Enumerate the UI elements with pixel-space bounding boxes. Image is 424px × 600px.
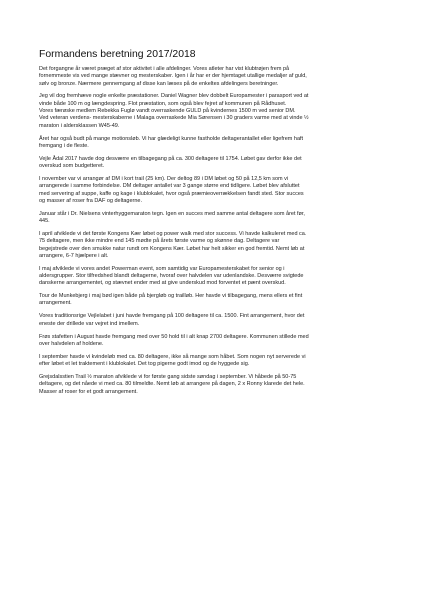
paragraph-line: danskerne arrangementet, og stævnet ender med at give underskud mod forventet et pænt overskud. <box>39 280 286 287</box>
page-title: Formandens beretning 2017/2018 <box>39 49 196 60</box>
paragraph-line: Det forgangne år været præget af stor aktivitet i alle afdelinger. Vores atleter har vist klubtrøjen frem på <box>39 66 290 72</box>
paragraph-line: Frøs stafetten i August havde fremgang med over 50 hold til i alt knap 2700 deltagere. Kommunen stillede med <box>39 333 309 340</box>
paragraph-line: Vejle Ådal 2017 havde dog desværre en tilbagegang på ca. 300 deltagere til 1754. Løbet gav derfor ikke det <box>39 155 302 162</box>
paragraph <box>39 66 380 88</box>
paragraph <box>39 211 380 226</box>
paragraph-line: overskud som budgetteret. <box>39 163 105 170</box>
paragraph <box>39 176 380 205</box>
paragraph-line: I april afviklede vi det første Kongens Kær løbet og power walk med stor success. Vi havde kalkuleret med ca. <box>39 230 307 237</box>
paragraph-line: fornemmeste vis ved mange stævner og mesterskaber. Igen i år har er der hjemtaget utallige medaljer af guld, <box>39 73 307 80</box>
paragraph-line: over halvdelen af holdene. <box>39 340 104 347</box>
paragraph-line: I maj afviklede vi vores andet Powerman event, som samtidig var Europamesterskabet for senior og i <box>39 265 285 272</box>
paragraph-line: efter løbet et let traktement i klublokalet. Det tog pigerne godt imod og de hyggede sig. <box>39 361 250 368</box>
paragraph-line: eneste der drillede var vejret ind imellem. <box>39 320 140 327</box>
paragraph <box>39 313 380 328</box>
paragraph <box>39 156 380 171</box>
paragraph-line: Januar står i Dr. Nielsens vinterhyggemaraton tegn. Igen en succes med samme antal deltagere som året før, <box>39 210 305 217</box>
paragraph-line: arrangerede i samme forbindelse. DM deltager antallet var 3 gange større end tidligere. Løbet blev afsluttet <box>39 183 300 190</box>
paragraph-line: Jeg vil dog fremhæve nogle enkelte præstationer. Daniel Wagner blev dobbelt Europamester i parasport ved at <box>39 93 309 100</box>
paragraph <box>39 136 380 151</box>
paragraph-line: fremgang i de fleste. <box>39 142 89 149</box>
paragraph <box>39 93 380 129</box>
paragraph-line: med servering af suppe, kaffe og kage i klublokalet, hvor også præmieoverrækkelsen fandt sted. Stor succes <box>39 190 304 197</box>
paragraph-line: Vores traditionsrige Vejlelabet i juni havde fremgang på 100 deltagere til ca. 1500. Fint arrangement, hvor det <box>39 313 305 320</box>
paragraph-line: Masser af roser for et godt arrangement. <box>39 388 138 395</box>
paragraph-line: deltagere, og det nåede vi med ca. 80 tilmeldte. Nemt løb at arrangere på dagen, 2 x Ronny klarede det hele. <box>39 381 305 388</box>
paragraph-line: begejstrede over den smukke natur rundt om Kongens Kær. Løbet har helt sikker en god fremtid. Nemt løb at <box>39 245 305 252</box>
paragraph <box>39 293 380 308</box>
paragraph-line: maraton i aldersklassen W45-49. <box>39 122 120 129</box>
paragraph-line: aldersgrupper. Stor tilfredshed blandt deltagerne, hvoraf over halvdelen var udenlandske. Desværre svigtede <box>39 272 304 279</box>
paragraph-line: 75 deltagere, men ikke mindre end 145 mødte på årets første varme og skønne dag. Deltagere var <box>39 238 280 245</box>
paragraph <box>39 334 380 349</box>
paragraph-line: arrangement. <box>39 300 72 307</box>
paragraph-line: Vores færøske medlem Rebekka Fuglø vandt overraskende GULD på kvindernes 1500 m ved senior DM. <box>39 108 296 115</box>
paragraph-line: I september havde vi kvindeløb med ca. 80 deltagere, ikke så mange som håbet. Som nogen nyt serverede vi <box>39 353 306 360</box>
document-body <box>39 66 380 396</box>
paragraph <box>39 354 380 369</box>
paragraph-line: I november var vi arrangør af DM i kort trail (25 km). Der deltog 89 i DM løbet og 50 på 12,5 km som vi <box>39 175 289 182</box>
paragraph-line: sølv og bronze. Nærmere gennemgang af disse kan læses på de enkeltes afdelingers beretninger. <box>39 80 279 87</box>
paragraph <box>39 374 380 396</box>
paragraph-line: 445. <box>39 218 50 225</box>
paragraph-line: arrangere, 6-7 hjælpere i alt. <box>39 252 109 259</box>
paragraph-line: Ved veteran verdens- mesterskaberne i Malaga overraskede Mia Sørensen i 30 graders varme med at vinde ½ <box>39 115 309 122</box>
paragraph-line: Grejsdalsstien Trail ½ maraton afviklede vi for første gang sidste søndag i september. Vi håbede på 50-75 <box>39 373 297 380</box>
paragraph <box>39 266 380 288</box>
paragraph-line: Tour de Munkebjerg i maj bød igen både på bjergløb og trailløb. Her havde vi tilbagegang, mens ellers et fint <box>39 293 303 300</box>
paragraph-line: vinde både 100 m og længdespring. Flot præstation, som også blev fejret af kommunen på Rådhuset. <box>39 100 287 107</box>
paragraph-line: Året har også budt på mange motionsløb. Vi har glædeligt kunne fastholde deltagerantallet eller ligefrem haft <box>39 135 304 142</box>
paragraph <box>39 231 380 260</box>
paragraph-line: og masser af roser fra DAF og deltagerne. <box>39 197 143 204</box>
